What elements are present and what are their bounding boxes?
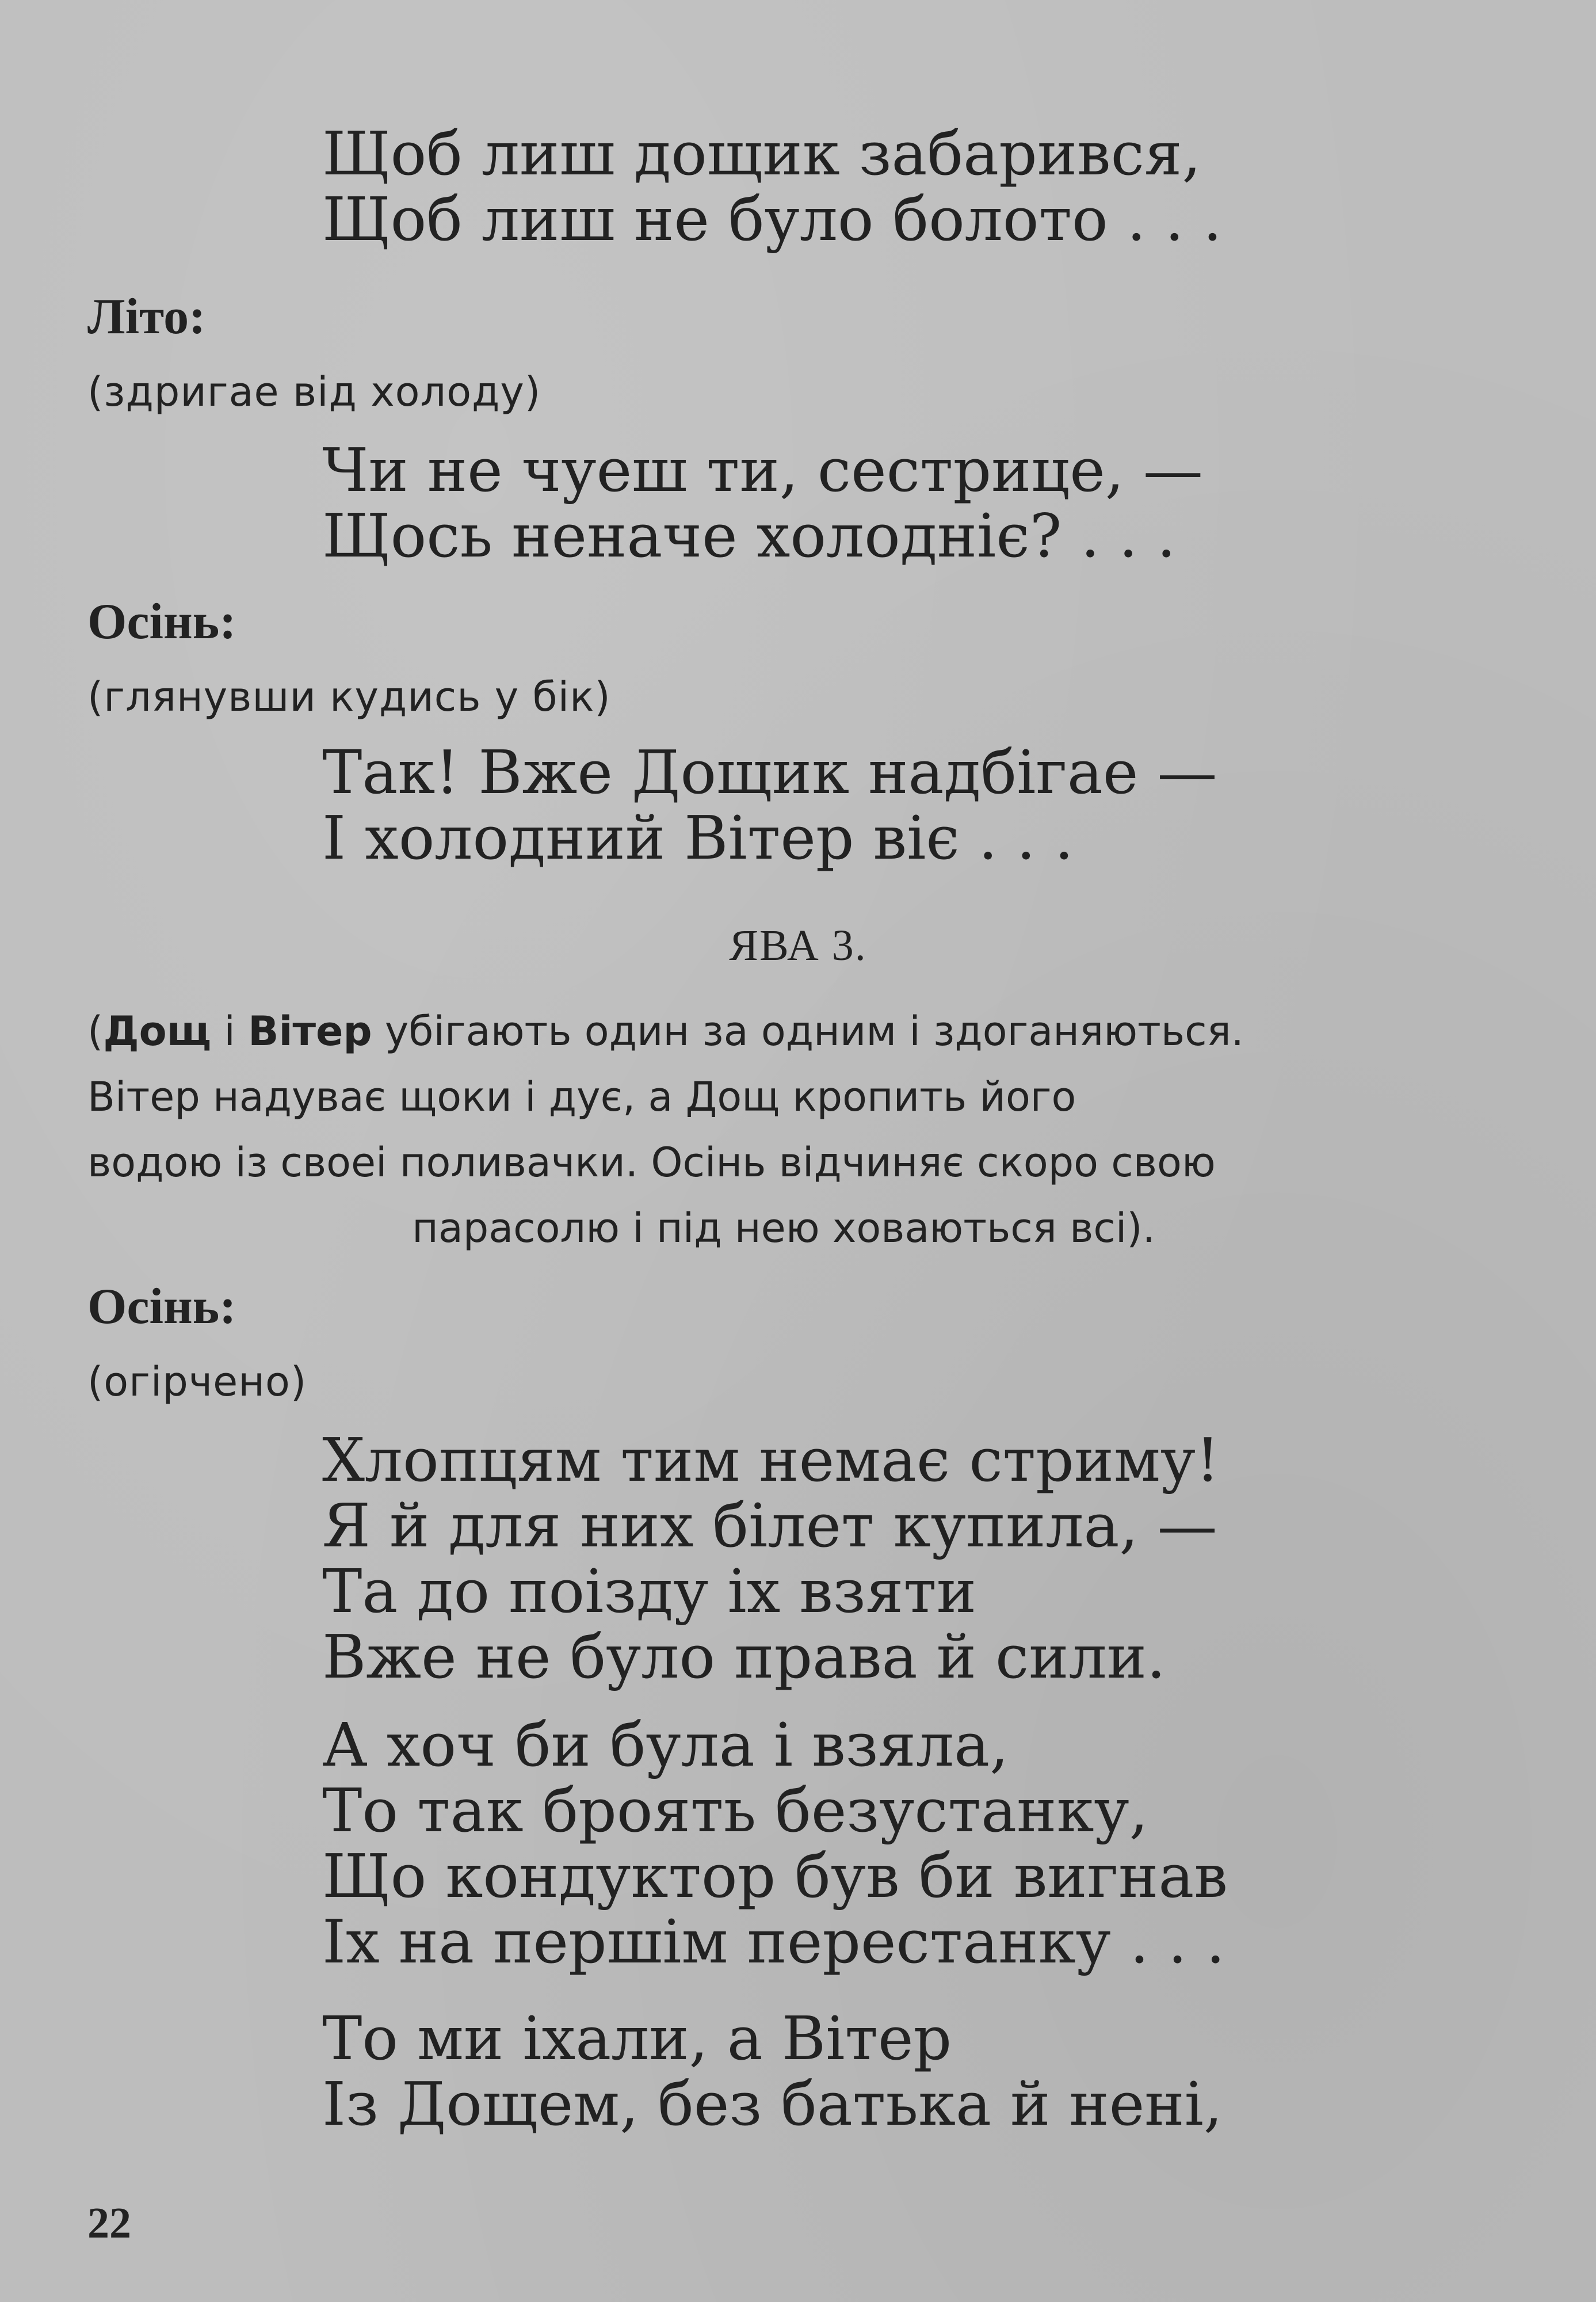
verse-line: Щоб лиш не було болото . . . <box>322 184 1222 254</box>
verse-line: Вже не було права й сили. <box>322 1622 1166 1692</box>
verse-line: Та до поізду іх взяти <box>322 1556 977 1626</box>
stage-line-rest: убігають один за одним і здоганяються. <box>372 1008 1244 1055</box>
verse-line: То ми іхали, а Вітер <box>322 2003 952 2074</box>
character-name-wind: Вітер <box>248 1008 372 1055</box>
stage-direction-short: (глянувши кудись у бік) <box>87 673 611 721</box>
verse-line: Щоб лиш дощик забарився, <box>322 119 1201 189</box>
speaker-name: Осінь: <box>87 1279 236 1335</box>
character-name-rain: Дощ <box>103 1008 212 1055</box>
stage-line-4: парасолю і під нею ховаються всі). <box>412 1205 1155 1252</box>
speaker-name: Літо: <box>87 289 206 345</box>
stage-direction-block <box>87 998 1480 1261</box>
verse-line: Чи не чуеш ти, сестрице, — <box>322 435 1203 505</box>
verse-stanza-1 <box>322 121 1222 252</box>
scene-title: ЯВА 3. <box>729 921 867 970</box>
connector: і <box>211 1008 249 1055</box>
stage-direction-short: (здригае від холоду) <box>87 368 541 416</box>
verse-line: Іх на першім перестанку . . . <box>322 1907 1225 1977</box>
verse-line: Що кондуктор був би вигнав <box>322 1841 1228 1911</box>
stage-line-3: водою із своеі поливачки. Осінь відчиняє скоро свою <box>87 1139 1216 1186</box>
verse-line: Так! Вже Дощик надбігае — <box>322 737 1217 807</box>
stage-line-1 <box>87 998 1480 1064</box>
verse-stanza-4 <box>322 1427 1220 1690</box>
verse-line: Із Дощем, без батька й нені, <box>322 2069 1223 2139</box>
verse-line: Хлопцям тим немає стриму! <box>322 1425 1220 1495</box>
verse-line: То так броять безустанку, <box>322 1775 1148 1846</box>
verse-line: І холодний Вітер віє . . . <box>322 803 1074 873</box>
verse-line: Я й для них білет купила, — <box>322 1491 1217 1561</box>
verse-line: Щось неначе холодніє? . . . <box>322 501 1176 571</box>
stage-line-2: Вітер надуває щоки і дує, а Дощ кропить його <box>87 1073 1076 1120</box>
verse-stanza-2 <box>322 437 1203 569</box>
verse-stanza-6 <box>322 2003 1223 2139</box>
page-number: 22 <box>87 2199 131 2247</box>
speaker-name: Осінь: <box>87 594 236 650</box>
stage-direction-short: (огірчено) <box>87 1358 307 1405</box>
verse-stanza-5 <box>322 1712 1228 1975</box>
verse-line: А хоч би була і взяла, <box>322 1710 1009 1780</box>
open-paren: ( <box>87 1008 104 1055</box>
verse-stanza-3 <box>322 737 1217 873</box>
